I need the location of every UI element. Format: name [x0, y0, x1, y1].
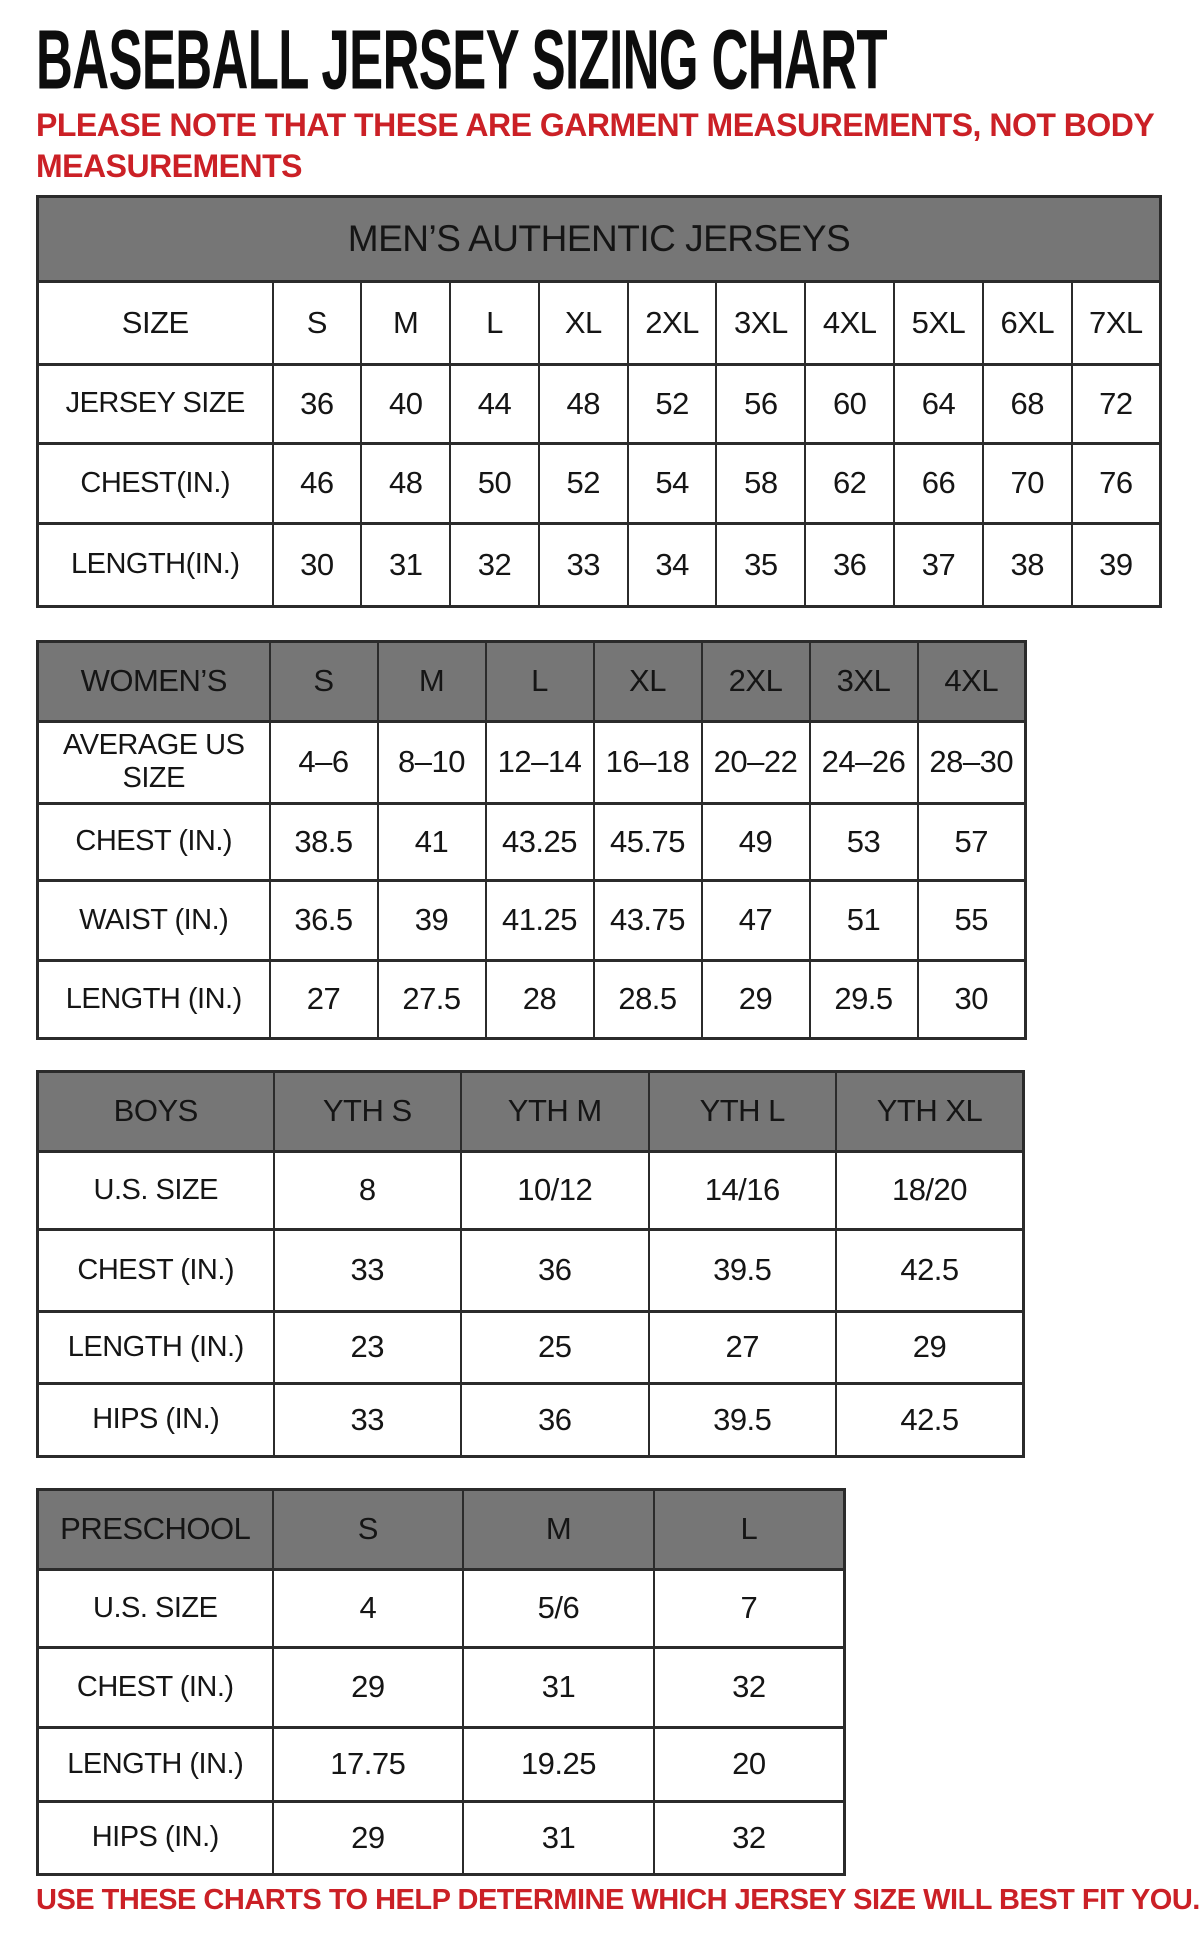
mens-sizing-table: [36, 195, 1162, 608]
boys-value-cell: 36: [461, 1383, 649, 1456]
mens-value-cell: 30: [273, 523, 362, 606]
womens-value-cell: 51: [810, 880, 918, 960]
womens-row-label-length-in: LENGTH (IN.): [38, 960, 270, 1038]
preschool-header-l: L: [654, 1489, 845, 1569]
boys-row-label-length-in: LENGTH (IN.): [38, 1311, 274, 1383]
mens-row-label-length-in: LENGTH(IN.): [38, 523, 273, 606]
womens-value-cell: 12–14: [486, 721, 594, 803]
womens-value-cell: 27.5: [378, 960, 486, 1038]
sizing-chart-page: [0, 13, 1200, 1917]
mens-value-cell: 62: [805, 443, 894, 523]
womens-value-cell: 28–30: [918, 721, 1026, 803]
boys-row-label-u-s-size: U.S. SIZE: [38, 1151, 274, 1229]
preschool-header-m: M: [463, 1489, 654, 1569]
mens-header-4xl: 4XL: [805, 281, 894, 364]
mens-header-l: L: [450, 281, 539, 364]
mens-value-cell: 40: [361, 364, 450, 443]
mens-value-cell: 64: [894, 364, 983, 443]
boys-table-row: [38, 1311, 1024, 1383]
boys-value-cell: 25: [461, 1311, 649, 1383]
womens-value-cell: 24–26: [810, 721, 918, 803]
mens-value-cell: 33: [539, 523, 628, 606]
boys-row-label-chest-in: CHEST (IN.): [38, 1229, 274, 1311]
womens-value-cell: 49: [702, 803, 810, 880]
preschool-value-cell: 4: [273, 1569, 464, 1647]
womens-header-s: S: [270, 641, 378, 721]
boys-value-cell: 39.5: [649, 1383, 837, 1456]
womens-value-cell: 41: [378, 803, 486, 880]
mens-row-label-chest-in: CHEST(IN.): [38, 443, 273, 523]
womens-header-l: L: [486, 641, 594, 721]
preschool-value-cell: 5/6: [463, 1569, 654, 1647]
mens-value-cell: 56: [716, 364, 805, 443]
mens-value-cell: 36: [805, 523, 894, 606]
mens-header-3xl: 3XL: [716, 281, 805, 364]
sizing-tables-container: [36, 195, 1186, 1876]
preschool-value-cell: 7: [654, 1569, 845, 1647]
preschool-header-preschool: PRESCHOOL: [38, 1489, 273, 1569]
womens-header-2xl: 2XL: [702, 641, 810, 721]
mens-value-cell: 44: [450, 364, 539, 443]
mens-value-cell: 32: [450, 523, 539, 606]
mens-value-cell: 48: [539, 364, 628, 443]
boys-table-row: [38, 1229, 1024, 1311]
mens-value-cell: 66: [894, 443, 983, 523]
womens-value-cell: 47: [702, 880, 810, 960]
preschool-row-label-length-in: LENGTH (IN.): [38, 1727, 273, 1801]
preschool-value-cell: 32: [654, 1647, 845, 1727]
mens-value-cell: 68: [983, 364, 1072, 443]
womens-row-label-waist-in: WAIST (IN.): [38, 880, 270, 960]
preschool-value-cell: 32: [654, 1801, 845, 1874]
womens-value-cell: 43.75: [594, 880, 702, 960]
preschool-value-cell: 29: [273, 1801, 464, 1874]
boys-header-yth-m: YTH M: [461, 1071, 649, 1151]
womens-value-cell: 39: [378, 880, 486, 960]
mens-banner: MEN’S AUTHENTIC JERSEYS: [38, 196, 1161, 281]
preschool-value-cell: 17.75: [273, 1727, 464, 1801]
womens-value-cell: 29: [702, 960, 810, 1038]
womens-header-4xl: 4XL: [918, 641, 1026, 721]
mens-value-cell: 70: [983, 443, 1072, 523]
mens-table-row: [38, 364, 1161, 443]
mens-value-cell: 36: [273, 364, 362, 443]
mens-value-cell: 52: [539, 443, 628, 523]
boys-value-cell: 14/16: [649, 1151, 837, 1229]
womens-row-label-average-us-size: AVERAGE US SIZE: [38, 721, 270, 803]
womens-value-cell: 38.5: [270, 803, 378, 880]
preschool-value-cell: 29: [273, 1647, 464, 1727]
mens-value-cell: 34: [628, 523, 717, 606]
mens-value-cell: 46: [273, 443, 362, 523]
womens-value-cell: 28.5: [594, 960, 702, 1038]
boys-value-cell: 39.5: [649, 1229, 837, 1311]
mens-value-cell: 76: [1072, 443, 1161, 523]
womens-header-women-s: WOMEN’S: [38, 641, 270, 721]
mens-value-cell: 37: [894, 523, 983, 606]
mens-value-cell: 35: [716, 523, 805, 606]
preschool-table-row: [38, 1801, 845, 1874]
womens-value-cell: 28: [486, 960, 594, 1038]
boys-value-cell: 33: [274, 1383, 462, 1456]
mens-value-cell: 38: [983, 523, 1072, 606]
mens-header-size: SIZE: [38, 281, 273, 364]
mens-header-6xl: 6XL: [983, 281, 1072, 364]
preschool-header-s: S: [273, 1489, 464, 1569]
womens-table-row: [38, 803, 1026, 880]
boys-value-cell: 27: [649, 1311, 837, 1383]
mens-header-5xl: 5XL: [894, 281, 983, 364]
womens-value-cell: 55: [918, 880, 1026, 960]
footer-note: USE THESE CHARTS TO HELP DETERMINE WHICH JERSEY SIZE WILL BEST FIT YOU.: [36, 1883, 1200, 1916]
mens-header-2xl: 2XL: [628, 281, 717, 364]
preschool-value-cell: 20: [654, 1727, 845, 1801]
mens-value-cell: 58: [716, 443, 805, 523]
womens-table-row: [38, 721, 1026, 803]
womens-row-label-chest-in: CHEST (IN.): [38, 803, 270, 880]
womens-value-cell: 53: [810, 803, 918, 880]
womens-value-cell: 57: [918, 803, 1026, 880]
womens-sizing-table: [36, 640, 1027, 1040]
boys-value-cell: 36: [461, 1229, 649, 1311]
preschool-value-cell: 31: [463, 1801, 654, 1874]
womens-value-cell: 30: [918, 960, 1026, 1038]
womens-header-xl: XL: [594, 641, 702, 721]
boys-table-row: [38, 1383, 1024, 1456]
preschool-table-row: [38, 1569, 845, 1647]
page-title: [36, 13, 1186, 108]
boys-sizing-table: [36, 1070, 1025, 1458]
womens-value-cell: 43.25: [486, 803, 594, 880]
page-title-text: BASEBALL JERSEY SIZING CHART: [36, 13, 887, 108]
womens-value-cell: 36.5: [270, 880, 378, 960]
mens-header-7xl: 7XL: [1072, 281, 1161, 364]
boys-header-yth-s: YTH S: [274, 1071, 462, 1151]
preschool-value-cell: 31: [463, 1647, 654, 1727]
boys-row-label-hips-in: HIPS (IN.): [38, 1383, 274, 1456]
preschool-row-label-hips-in: HIPS (IN.): [38, 1801, 273, 1874]
womens-table-row: [38, 880, 1026, 960]
womens-value-cell: 16–18: [594, 721, 702, 803]
boys-value-cell: 8: [274, 1151, 462, 1229]
preschool-table-row: [38, 1647, 845, 1727]
boys-value-cell: 18/20: [836, 1151, 1024, 1229]
mens-header-m: M: [361, 281, 450, 364]
boys-header-boys: BOYS: [38, 1071, 274, 1151]
mens-table-row: [38, 523, 1161, 606]
womens-value-cell: 41.25: [486, 880, 594, 960]
mens-value-cell: 72: [1072, 364, 1161, 443]
womens-header-m: M: [378, 641, 486, 721]
womens-value-cell: 8–10: [378, 721, 486, 803]
boys-value-cell: 42.5: [836, 1229, 1024, 1311]
boys-value-cell: 42.5: [836, 1383, 1024, 1456]
womens-header-3xl: 3XL: [810, 641, 918, 721]
garment-measurements-note: PLEASE NOTE THAT THESE ARE GARMENT MEASUREMENTS, NOT BODY MEASUREMENTS: [36, 107, 1154, 184]
womens-table-row: [38, 960, 1026, 1038]
mens-row-label-jersey-size: JERSEY SIZE: [38, 364, 273, 443]
preschool-table-row: [38, 1727, 845, 1801]
mens-value-cell: 54: [628, 443, 717, 523]
mens-value-cell: 52: [628, 364, 717, 443]
mens-header-s: S: [273, 281, 362, 364]
boys-table-row: [38, 1151, 1024, 1229]
preschool-row-label-chest-in: CHEST (IN.): [38, 1647, 273, 1727]
mens-table-row: [38, 443, 1161, 523]
boys-header-yth-l: YTH L: [649, 1071, 837, 1151]
boys-header-yth-xl: YTH XL: [836, 1071, 1024, 1151]
boys-value-cell: 33: [274, 1229, 462, 1311]
mens-value-cell: 48: [361, 443, 450, 523]
mens-value-cell: 39: [1072, 523, 1161, 606]
boys-value-cell: 10/12: [461, 1151, 649, 1229]
womens-value-cell: 27: [270, 960, 378, 1038]
preschool-row-label-u-s-size: U.S. SIZE: [38, 1569, 273, 1647]
preschool-value-cell: 19.25: [463, 1727, 654, 1801]
mens-value-cell: 60: [805, 364, 894, 443]
womens-value-cell: 45.75: [594, 803, 702, 880]
womens-value-cell: 4–6: [270, 721, 378, 803]
womens-value-cell: 20–22: [702, 721, 810, 803]
womens-value-cell: 29.5: [810, 960, 918, 1038]
boys-value-cell: 23: [274, 1311, 462, 1383]
mens-value-cell: 50: [450, 443, 539, 523]
mens-header-xl: XL: [539, 281, 628, 364]
boys-value-cell: 29: [836, 1311, 1024, 1383]
mens-value-cell: 31: [361, 523, 450, 606]
preschool-sizing-table: [36, 1488, 846, 1876]
